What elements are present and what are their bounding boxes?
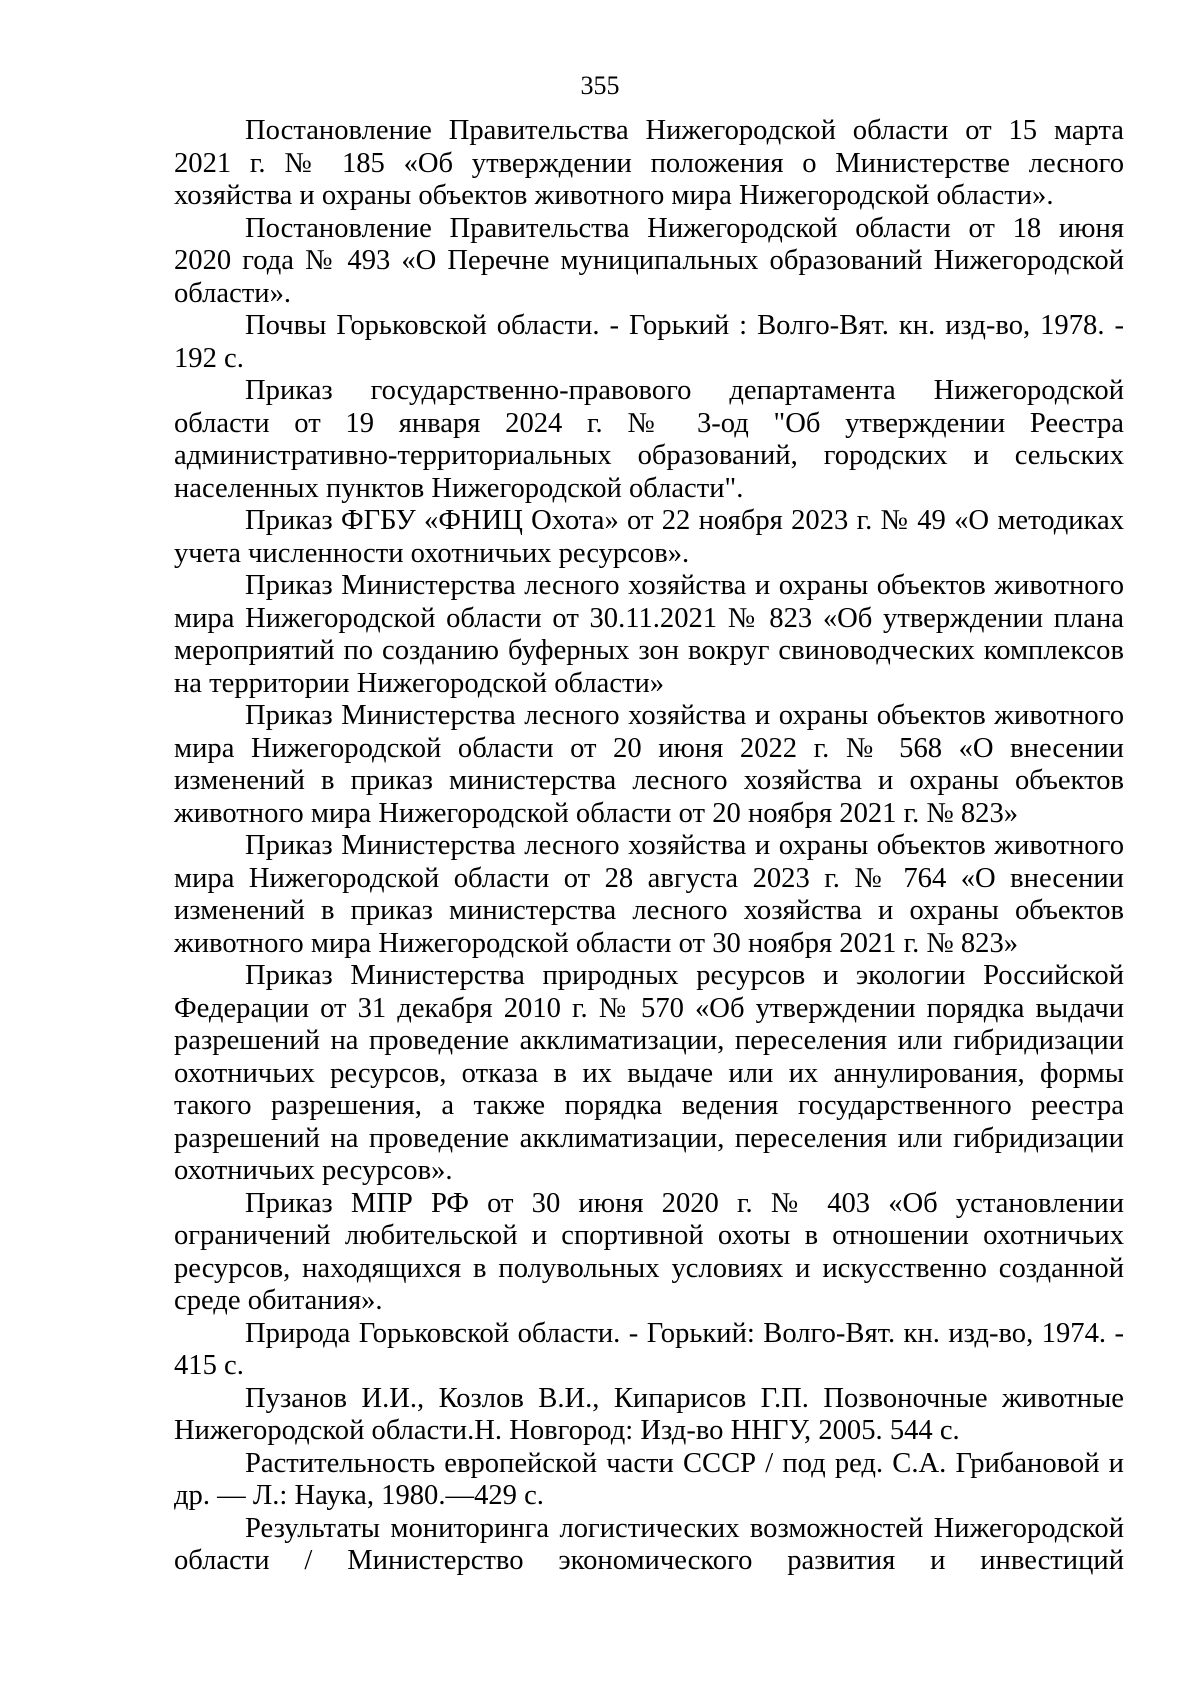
- bibliography-entry: Приказ ФГБУ «ФНИЦ Охота» от 22 ноября 2023 г. № 49 «О методиках учета численности охотничьих ресурсов».: [174, 505, 1124, 569]
- bibliography-entry: Приказ Министерства природных ресурсов и экологии Российской Федерации от 31 декабря 2010 г. № 570 «Об утверждении порядка выдачи разрешений на проведение акклиматизации, переселения или гибридизации охотничьих ресурсов, отказа в их выдаче или их аннулирования, формы такого разрешения, а также порядка ведения государственного реестра разрешений на проведение акклиматизации, переселения или гибридизации охотничьих ресурсов».: [174, 960, 1124, 1186]
- bibliography-entry: Растительность европейской части СССР / под ред. С.А. Грибановой и др. — Л.: Наука, 1980.—429 с.: [174, 1447, 1124, 1511]
- bibliography-entry: Приказ МПР РФ от 30 июня 2020 г. № 403 «Об установлении ограничений любительской и спортивной охоты в отношении охотничьих ресурсов, находящихся в полувольных условиях и искусственно созданной среде обитания».: [174, 1187, 1124, 1316]
- bibliography-entry: Приказ Министерства лесного хозяйства и охраны объектов животного мира Нижегородской области от 20 июня 2022 г. № 568 «О внесении изменений в приказ министерства лесного хозяйства и охраны объектов животного мира Нижегородской области от 20 ноября 2021 г. № 823»: [174, 700, 1124, 829]
- page-number: 355: [580, 71, 620, 100]
- bibliography-entry: Почвы Горьковской области. - Горький : Волго-Вят. кн. изд-во, 1978. - 192 с.: [174, 310, 1124, 374]
- bibliography-entry: Приказ государственно-правового департамента Нижегородской области от 19 января 2024 г. № 3-од "Об утверждении Реестра административно-территориальных образований, городских и сельских населенных пунктов Нижегородской области".: [174, 375, 1124, 504]
- bibliography-entry: Постановление Правительства Нижегородской области от 18 июня 2020 года № 493 «О Перечне муниципальных образований Нижегородской области».: [174, 212, 1124, 309]
- bibliography-list: [174, 115, 1124, 1578]
- bibliography-entry: Пузанов И.И., Козлов В.И., Кипарисов Г.П. Позвоночные животные Нижегородской области.Н. Новгород: Изд-во ННГУ, 2005. 544 с.: [174, 1382, 1124, 1446]
- bibliography-entry: Приказ Министерства лесного хозяйства и охраны объектов животного мира Нижегородской области от 30.11.2021 № 823 «Об утверждении плана мероприятий по созданию буферных зон вокруг свиноводческих комплексов на территории Нижегородской области»: [174, 570, 1124, 699]
- bibliography-entry: Приказ Министерства лесного хозяйства и охраны объектов животного мира Нижегородской области от 28 августа 2023 г. № 764 «О внесении изменений в приказ министерства лесного хозяйства и охраны объектов животного мира Нижегородской области от 30 ноября 2021 г. № 823»: [174, 830, 1124, 959]
- bibliography-entry: Постановление Правительства Нижегородской области от 15 марта 2021 г. № 185 «Об утверждении положения о Министерстве лесного хозяйства и охраны объектов животного мира Нижегородской области».: [174, 115, 1124, 211]
- bibliography-entry: Природа Горьковской области. - Горький: Волго-Вят. кн. изд-во, 1974. - 415 с.: [174, 1317, 1124, 1381]
- bibliography-entry: Результаты мониторинга логистических возможностей Нижегородской области / Министерство экономического развития и инвестиций: [174, 1512, 1124, 1576]
